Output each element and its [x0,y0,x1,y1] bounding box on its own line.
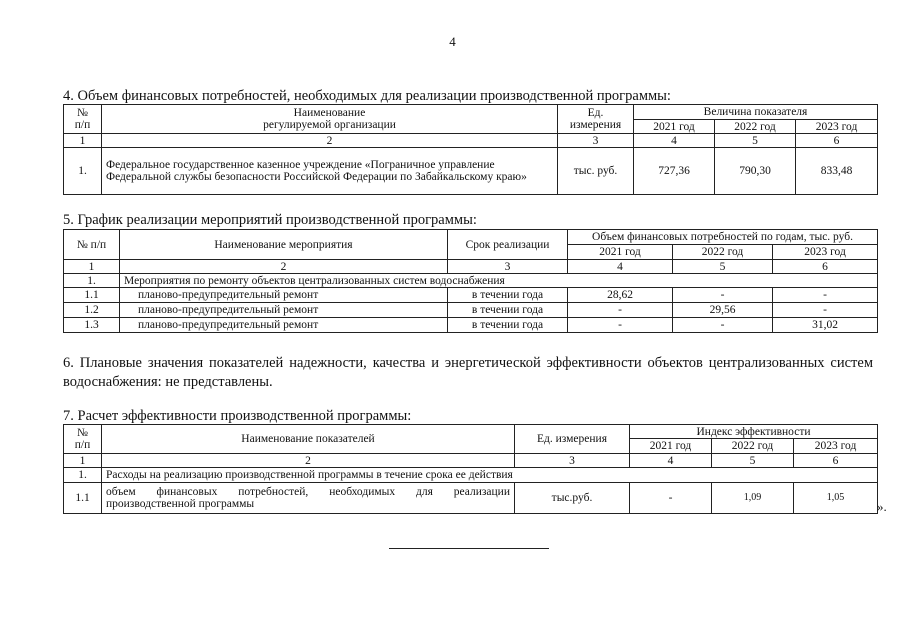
value-2021: 28,62 [568,288,673,303]
value-2023: - [773,288,878,303]
section-5-heading: 5. График реализации мероприятий производственной программы: [63,212,477,228]
header-unit: Ед. измерения [515,425,630,454]
group-title: Расходы на реализацию производственной программы в течение срока ее действия [102,468,878,483]
column-number: 3 [448,260,568,274]
column-number: 4 [630,454,712,468]
closing-quote: ». [877,499,887,514]
header-year: 2021 год [630,439,712,454]
column-number: 2 [120,260,448,274]
column-number: 6 [796,134,878,148]
header-volume: Объем финансовых потребностей по годам, тыс. руб. [568,230,878,245]
header-unit: Ед. измерения [558,105,634,134]
value-2021: - [630,483,712,514]
column-number: 4 [568,260,673,274]
value-2023: 31,02 [773,318,878,333]
header-indicator-name: Наименование показателей [102,425,515,454]
header-org-name: Наименование регулируемой организации [102,105,558,134]
header-year: 2022 год [712,439,794,454]
efficiency-table [63,424,878,514]
value-2022: - [673,318,773,333]
header-year: 2021 год [634,120,715,134]
row-unit: тыс. руб. [558,148,634,195]
column-number: 1 [64,134,102,148]
value-2023: 833,48 [796,148,878,195]
table-row [64,318,878,333]
event-term: в течении года [448,318,568,333]
column-number: 5 [715,134,796,148]
header-year: 2022 год [715,120,796,134]
header-num: № п/п [64,105,102,134]
header-year: 2022 год [673,245,773,260]
event-name: планово-предупредительный ремонт [120,288,448,303]
row-unit: тыс.руб. [515,483,630,514]
event-name: планово-предупредительный ремонт [120,303,448,318]
value-2023: 1,05 [794,483,878,514]
column-number: 6 [794,454,878,468]
column-number: 3 [558,134,634,148]
page-number: 4 [449,34,456,49]
value-2022: 29,56 [673,303,773,318]
header-value: Величина показателя [634,105,878,120]
value-2022: 790,30 [715,148,796,195]
event-term: в течении года [448,303,568,318]
group-title: Мероприятия по ремонту объектов централизованных систем водоснабжения [120,274,878,288]
column-number: 2 [102,134,558,148]
column-number: 5 [673,260,773,274]
value-2022: 1,09 [712,483,794,514]
row-num: 1.2 [64,303,120,318]
value-2021: - [568,318,673,333]
row-num: 1.1 [64,288,120,303]
header-num: № п/п [64,230,120,260]
table-row [64,148,878,195]
indicator-name: объем финансовых потребностей, необходимых для реализации производственной программы [102,483,515,514]
header-year: 2023 год [773,245,878,260]
section-4-heading: 4. Объем финансовых потребностей, необходимых для реализации производственной программы: [63,88,671,104]
header-index: Индекс эффективности [630,425,878,439]
column-number: 2 [102,454,515,468]
org-name: Федеральное государственное казенное учреждение «Пограничное управление Федеральной службы безопасности Российской Федерации по Забайкальскому краю» [102,148,558,195]
column-number: 1 [64,260,120,274]
value-2021: 727,36 [634,148,715,195]
header-term: Срок реализации [448,230,568,260]
event-name: планово-предупредительный ремонт [120,318,448,333]
column-number: 5 [712,454,794,468]
column-number: 3 [515,454,630,468]
row-num: 1. [64,148,102,195]
group-row [64,274,878,288]
section-6-text: 6. Плановые значения показателей надежности, качества и энергетической эффективности объектов централизованных систем водоснабжения: не представлены. [63,355,873,390]
header-year: 2021 год [568,245,673,260]
event-term: в течении года [448,288,568,303]
table-row [64,303,878,318]
group-row [64,468,878,483]
row-num: 1.1 [64,483,102,514]
value-2022: - [673,288,773,303]
footer-divider [389,548,549,549]
section-7-heading: 7. Расчет эффективности производственной программы: [63,408,412,424]
table-row [64,483,878,514]
group-num: 1. [64,274,120,288]
row-num: 1.3 [64,318,120,333]
schedule-table [63,229,878,333]
table-row [64,288,878,303]
header-year: 2023 год [796,120,878,134]
value-2023: - [773,303,878,318]
group-num: 1. [64,468,102,483]
value-2021: - [568,303,673,318]
header-year: 2023 год [794,439,878,454]
header-num: № п/п [64,425,102,454]
header-event-name: Наименование мероприятия [120,230,448,260]
financial-needs-table [63,104,878,195]
column-number: 1 [64,454,102,468]
column-number: 4 [634,134,715,148]
column-number: 6 [773,260,878,274]
